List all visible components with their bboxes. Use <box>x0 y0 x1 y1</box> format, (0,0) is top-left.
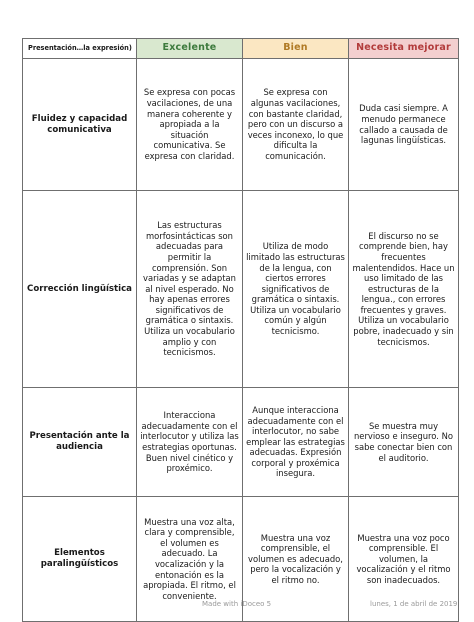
rubric-row-fluidez <box>23 59 459 191</box>
rubric-row-presentacion <box>23 388 459 497</box>
criterion-label: Elementos paralingüísticos <box>23 497 137 622</box>
descriptor-cell: Muestra una voz alta, clara y comprensible, el volumen es adecuado. La vocalización y la entonación es la apropiada. El ritmo, el conveniente. <box>137 497 243 622</box>
descriptor-cell: Muestra una voz poco comprensible. El volumen, la vocalización y el ritmo son inadecuados. <box>349 497 459 622</box>
descriptor-cell: Utiliza de modo limitado las estructuras de la lengua, con ciertos errores significativos de gramática o sintaxis. Utiliza un vocabulario común y algún tecnicismo. <box>243 191 349 388</box>
descriptor-cell: Duda casi siempre. A menudo permanece callado a causada de lagunas lingüísticas. <box>349 59 459 191</box>
header-row <box>23 39 459 59</box>
rubric-table <box>22 38 459 622</box>
descriptor-cell: El discurso no se comprende bien, hay frecuentes malentendidos. Hace un uso limitado de las estructuras de la lengua., con errores frecuentes y graves. Utiliza un vocabulario pobre, inadecuado y sin tecnicismos. <box>349 191 459 388</box>
date-footer: lunes, 1 de abril de 2019 <box>370 600 458 608</box>
level-header-excelente: Excelente <box>137 39 243 59</box>
criterion-label: Fluidez y capacidad comunicativa <box>23 59 137 191</box>
corner-header: Presentación…la expresión) <box>23 39 137 59</box>
level-header-necesita-mejorar: Necesita mejorar <box>349 39 459 59</box>
criterion-label: Corrección lingüística <box>23 191 137 388</box>
criterion-label: Presentación ante la audiencia <box>23 388 137 497</box>
descriptor-cell: Aunque interacciona adecuadamente con el interlocutor, no sabe emplear las estrategias adecuadas. Expresión corporal y proxémica insegura. <box>243 388 349 497</box>
descriptor-cell: Se expresa con algunas vacilaciones, con bastante claridad, pero con un discurso a veces inconexo, lo que dificulta la comunicación. <box>243 59 349 191</box>
level-header-bien: Bien <box>243 39 349 59</box>
descriptor-cell: Se expresa con pocas vacilaciones, de una manera coherente y apropiada a la situación comunicativa. Se expresa con claridad. <box>137 59 243 191</box>
rubric-row-correccion <box>23 191 459 388</box>
descriptor-cell: Muestra una voz comprensible, el volumen es adecuado, pero la vocalización y el ritmo no. <box>243 497 349 622</box>
descriptor-cell: Interacciona adecuadamente con el interlocutor y utiliza las estrategias oportunas. Buen nivel cinético y proxémico. <box>137 388 243 497</box>
made-with-footer: Made with iDoceo 5 <box>202 600 272 608</box>
descriptor-cell: Se muestra muy nervioso e inseguro. No sabe conectar bien con el auditorio. <box>349 388 459 497</box>
descriptor-cell: Las estructuras morfosintácticas son adecuadas para permitir la comprensión. Son variadas y se adaptan al nivel esperado. No hay apenas errores significativos de gramática o sintaxis. Utiliza un vocabulario amplio y con tecnicismos. <box>137 191 243 388</box>
